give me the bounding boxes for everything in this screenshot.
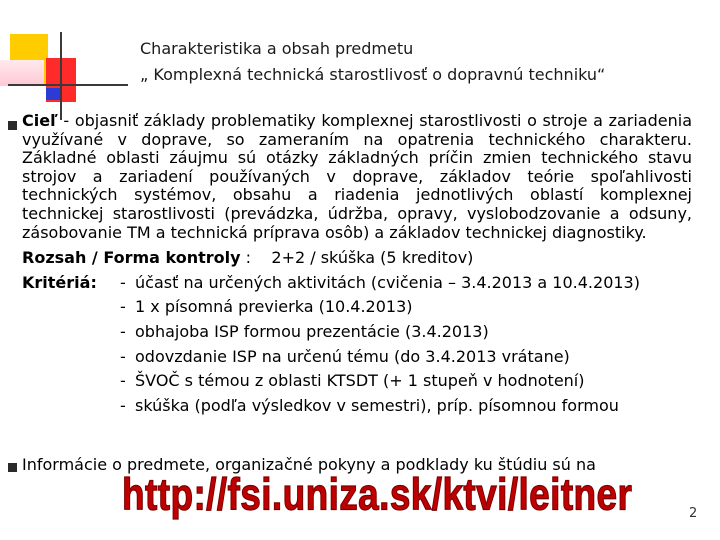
criteria-row xyxy=(22,345,692,370)
decor-horizontal-line xyxy=(8,84,128,86)
criteria-row xyxy=(22,271,692,296)
criteria-dash: - xyxy=(120,346,126,366)
criteria-dash: - xyxy=(120,321,126,341)
scope-label: Rozsah / Forma kontroly xyxy=(22,248,241,268)
goal-label: Cieľ xyxy=(22,111,58,130)
slide-title xyxy=(140,36,605,88)
criteria-dash: - xyxy=(120,297,126,317)
scope-value: 2+2 / skúška (5 kreditov) xyxy=(271,248,474,268)
info-text: Informácie o predmete, organizačné pokyny a podklady ku štúdiu sú na xyxy=(22,455,596,474)
criteria-item: účasť na určených aktivitách (cvičenia – 3.4.2013 a 10.4.2013) xyxy=(135,272,640,292)
criteria-dash: - xyxy=(120,371,126,391)
criteria-dash: - xyxy=(120,272,126,292)
square-bullet-icon xyxy=(8,121,17,130)
criteria-row xyxy=(22,295,692,320)
course-url-link[interactable]: http://fsi.uniza.sk/ktvi/leitner xyxy=(122,470,633,520)
criteria-row xyxy=(22,369,692,394)
slide-body xyxy=(22,112,692,418)
page-number: 2 xyxy=(689,506,698,521)
criteria-row xyxy=(22,394,692,419)
criteria-item: skúška (podľa výsledkov v semestri), príp. písomnou formou xyxy=(135,395,619,415)
scope-line xyxy=(22,246,692,271)
criteria-dash: - xyxy=(120,395,126,415)
title-line-1: Charakteristika a obsah predmetu xyxy=(140,39,414,58)
criteria-item: ŠVOČ s témou z oblasti KTSDT (+ 1 stupeň v hodnotení) xyxy=(135,371,585,391)
decor-blue-square xyxy=(46,88,60,100)
criteria-row xyxy=(22,320,692,345)
decor-vertical-line xyxy=(60,32,62,120)
criteria-item: 1 x písomná previerka (10.4.2013) xyxy=(135,297,413,317)
goal-text: - objasniť základy problematiky komplexnej starostlivosti o stroje a zariadenia využívané v doprave, so zameraním na opatrenia technického charakteru. Základné oblasti záujmu sú otázky základných príčin zmien technického stavu strojov a zariadení používaných v doprave, základov teórie spoľahlivosti technických systémov, obsahu a riadenia jednotlivých oblastí komplexnej technickej starostlivosti (prevádzka, údržba, opravy, vyslobodzovanie a odsuny, zásobovanie TM a technická príprava osôb) a základov technickej diagnostiky. xyxy=(22,111,692,242)
decor-pink-band xyxy=(0,60,44,86)
scope-colon: : xyxy=(240,248,252,268)
criteria-item: obhajoba ISP formou prezentácie (3.4.2013) xyxy=(135,321,489,341)
criteria-list xyxy=(22,271,692,419)
title-line-2: „ Komplexná technická starostlivosť o dopravnú techniku“ xyxy=(140,65,606,84)
criteria-item: odovzdanie ISP na určenú tému (do 3.4.2013 vrátane) xyxy=(135,346,570,366)
square-bullet-icon xyxy=(8,463,17,472)
goal-paragraph xyxy=(22,112,692,242)
criteria-label: Kritériá: xyxy=(22,272,97,292)
